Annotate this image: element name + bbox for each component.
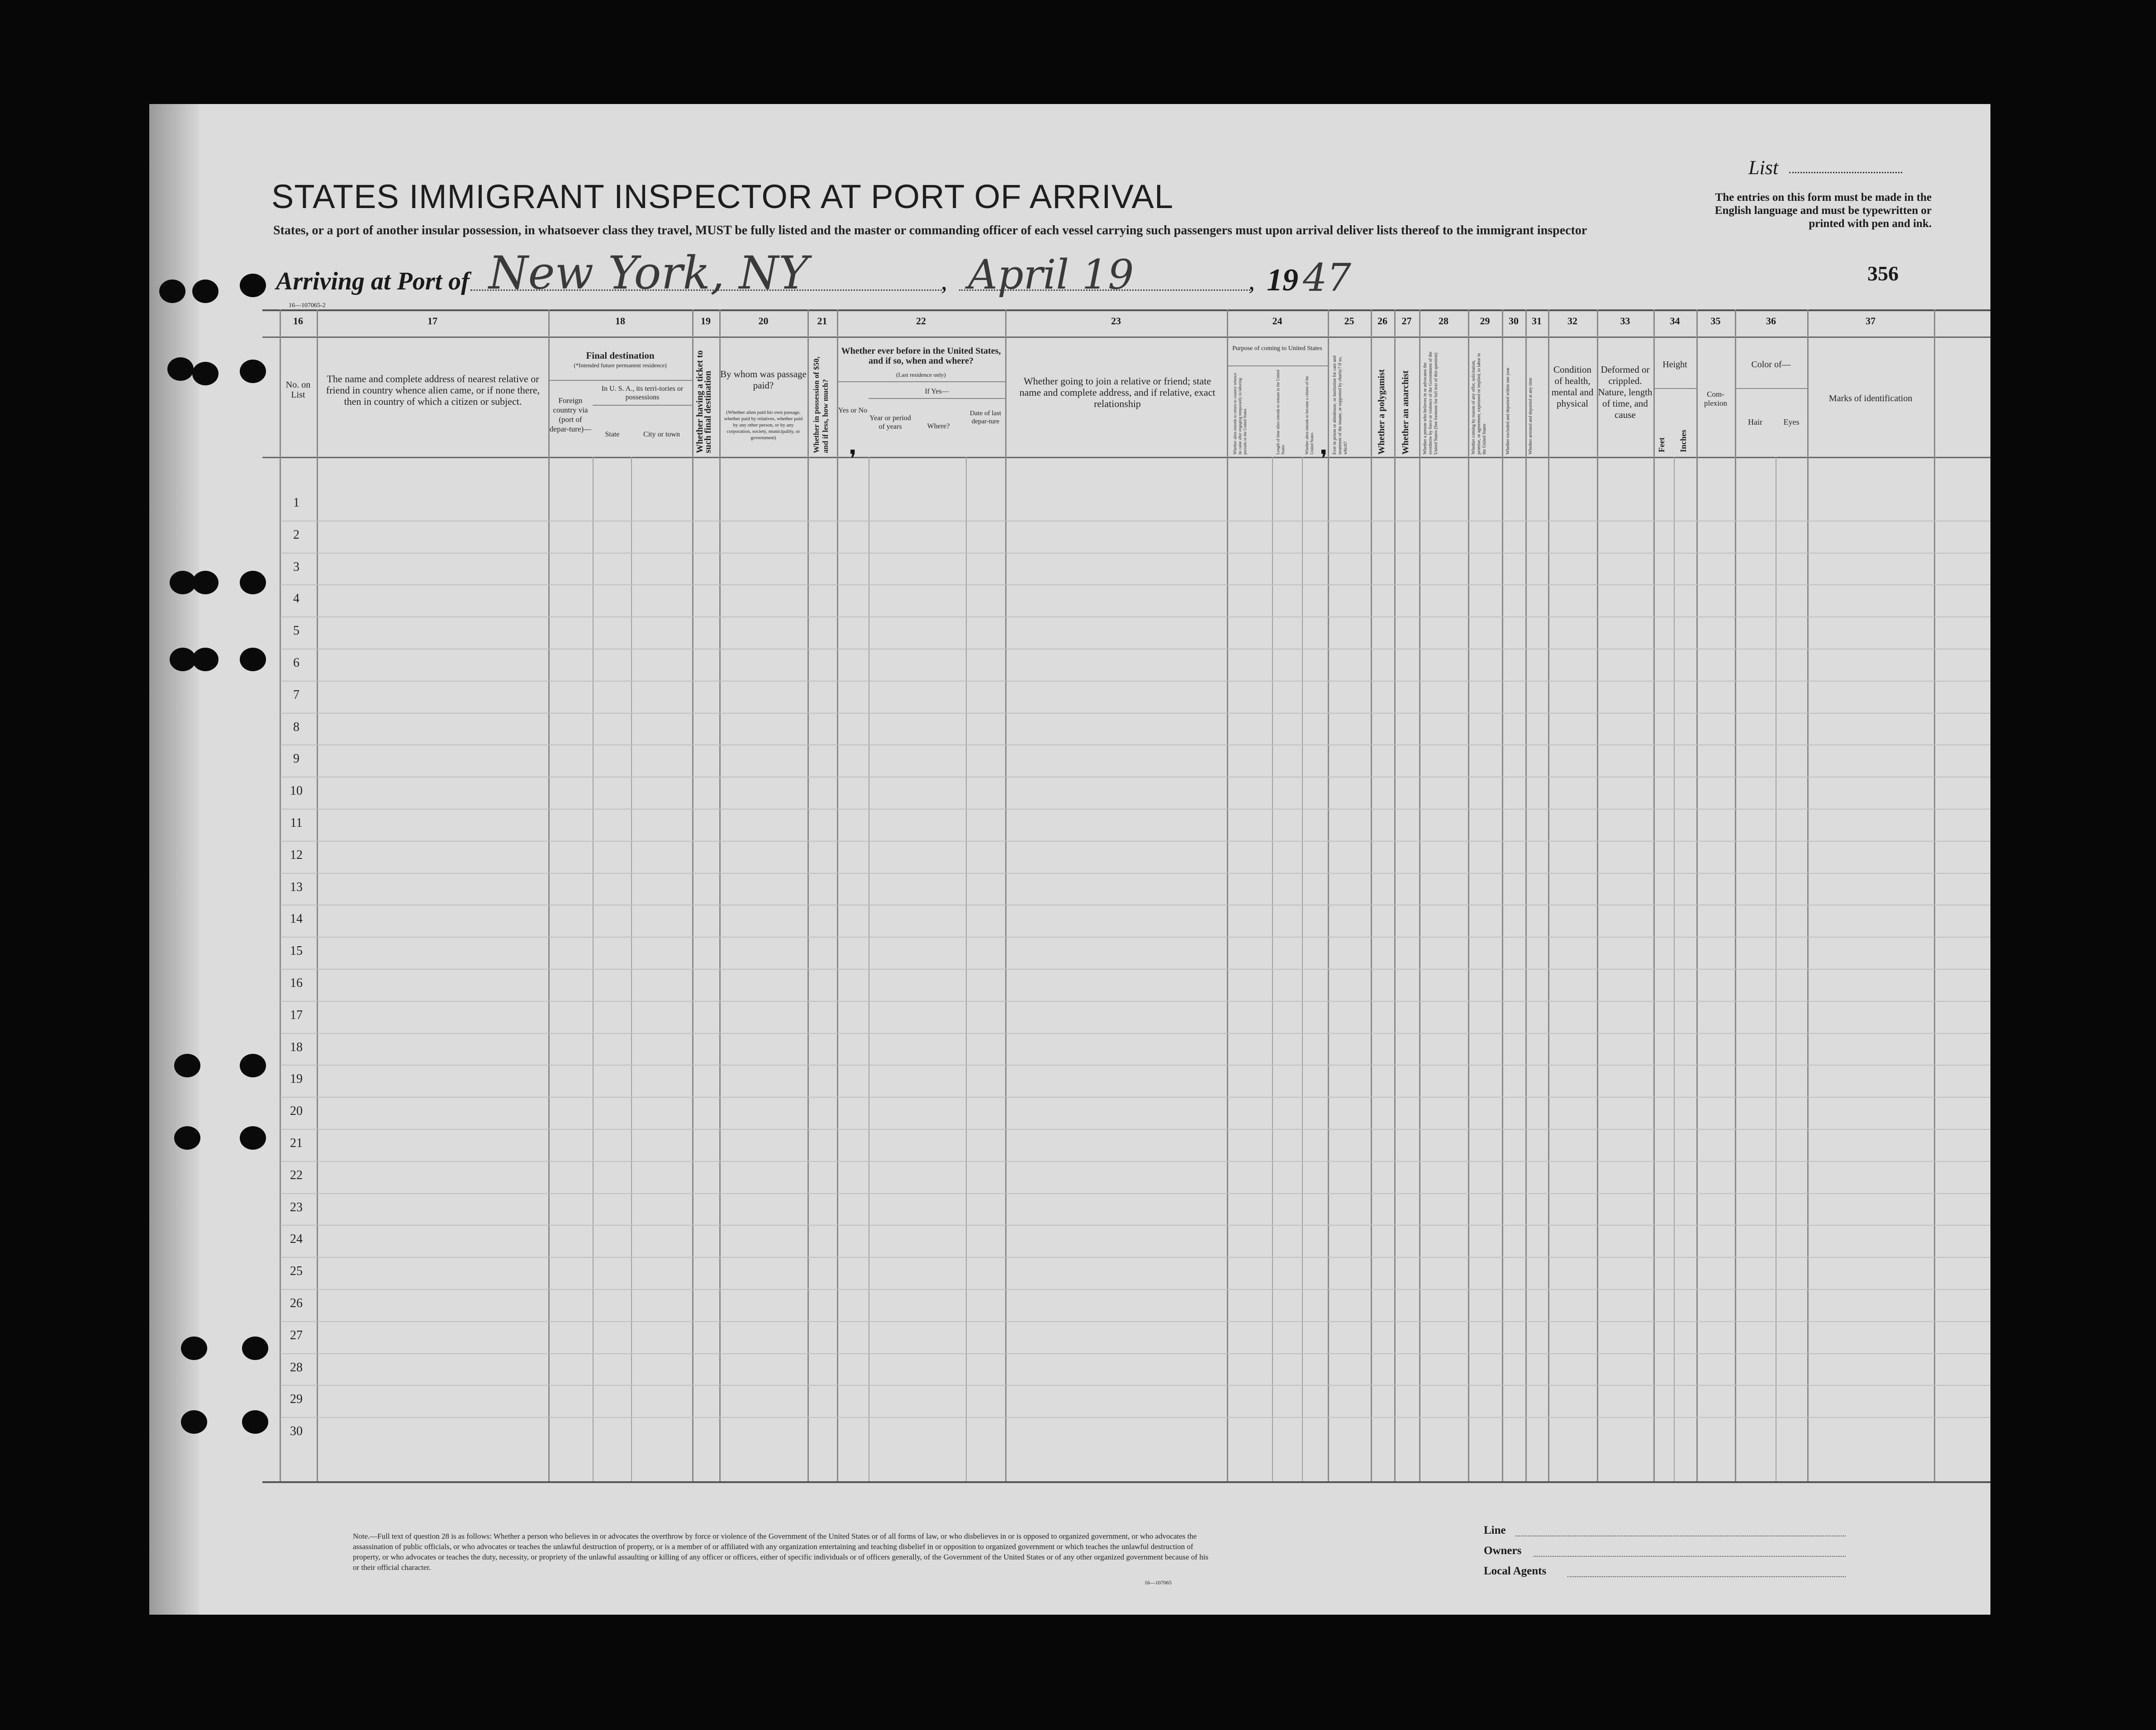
row-rule bbox=[280, 1289, 1990, 1290]
col-divider bbox=[1735, 309, 1736, 1481]
header-subrule bbox=[837, 381, 1005, 382]
row-rule bbox=[280, 937, 1990, 938]
binder-hole bbox=[240, 360, 266, 383]
row-number: 25 bbox=[290, 1264, 303, 1279]
row-rule bbox=[280, 1353, 1990, 1354]
binder-hole bbox=[240, 274, 266, 297]
header-state: State bbox=[605, 431, 620, 438]
header-purpose-c: Whether alien intends to become a citizen of the United States bbox=[1305, 376, 1314, 455]
header-color-of: Color of— bbox=[1751, 360, 1791, 370]
row-number: 16 bbox=[290, 976, 303, 990]
header-where: Where? bbox=[927, 422, 950, 430]
row-rule bbox=[280, 744, 1990, 745]
list-fill-line bbox=[1789, 172, 1902, 173]
row-number: 21 bbox=[290, 1136, 303, 1150]
header-bottom-rule bbox=[262, 457, 1990, 458]
entries-note: The entries on this form must be made in the English language and must be typewritten or printed with pen and ink. bbox=[1714, 191, 1932, 230]
binder-hole bbox=[242, 1337, 268, 1360]
row-rule bbox=[280, 584, 1990, 585]
row-number: 28 bbox=[290, 1360, 303, 1375]
row-number: 2 bbox=[293, 527, 299, 542]
column-number: 18 bbox=[615, 315, 625, 327]
ink-mark: ❜ bbox=[849, 446, 857, 472]
column-number-rule bbox=[262, 337, 1990, 338]
binder-hole bbox=[167, 357, 194, 381]
table-bottom-rule bbox=[262, 1481, 1990, 1483]
ink-mark: ❜ bbox=[1320, 446, 1328, 472]
header-ticket: Whether having a ticket to such final destination bbox=[695, 350, 713, 453]
binder-hole bbox=[192, 362, 218, 385]
col-divider bbox=[692, 309, 693, 1481]
col-divider bbox=[1419, 309, 1420, 1481]
row-number: 12 bbox=[290, 848, 303, 862]
header-relative-address: The name and complete address of nearest relative or friend in country whence alien came, or if none there, then in country of which a citizen or subject. bbox=[326, 373, 540, 407]
row-rule bbox=[280, 1193, 1990, 1194]
column-number: 21 bbox=[817, 315, 827, 327]
row-number: 29 bbox=[290, 1392, 303, 1407]
header-q30: Whether excluded and deported within one year bbox=[1505, 367, 1510, 455]
header-prison: Ever in prison or almshouse, or institution for care and treatment of the insane, or supported by charity? If so, which? bbox=[1332, 355, 1348, 455]
header-feet: Feet bbox=[1657, 437, 1666, 452]
row-rule bbox=[280, 1065, 1990, 1066]
page-title: STATES IMMIGRANT INSPECTOR AT PORT OF ARRIVAL bbox=[271, 178, 1174, 215]
arriving-label: Arriving at Port of bbox=[276, 267, 470, 295]
col-divider bbox=[1807, 309, 1809, 1481]
row-number: 3 bbox=[293, 559, 299, 574]
column-number: 29 bbox=[1480, 315, 1490, 327]
col-divider bbox=[1328, 309, 1329, 1481]
header-city: City or town bbox=[643, 431, 680, 438]
row-number: 19 bbox=[290, 1072, 303, 1086]
row-number: 27 bbox=[290, 1328, 303, 1342]
header-purpose-b: Length of time alien intends to remain in the United States bbox=[1276, 370, 1285, 455]
column-number: 16 bbox=[293, 315, 303, 327]
header-q28: Whether a person who believes in or advocates the overthrow by force or violence of the Government of the United States (See footnote for full text of this question) bbox=[1423, 351, 1439, 455]
form-number: 16—107065-2 bbox=[289, 302, 326, 309]
row-rule bbox=[280, 713, 1990, 714]
binder-hole bbox=[174, 1054, 200, 1077]
header-passage-paid-note: (Whether alien paid his own passage, whether paid by relatives, whether paid by any other person, or by any corporation, society, municipality, or government) bbox=[724, 410, 803, 441]
column-number: 26 bbox=[1377, 315, 1387, 327]
column-number: 35 bbox=[1710, 315, 1721, 327]
manifest-page bbox=[149, 104, 1990, 1615]
row-number: 11 bbox=[290, 816, 303, 830]
row-number: 23 bbox=[290, 1200, 303, 1214]
header-join-relative: Whether going to join a relative or friend; state name and complete address, and if relative, exact relationship bbox=[1019, 375, 1216, 409]
row-rule bbox=[280, 1097, 1990, 1098]
col-divider bbox=[1005, 309, 1007, 1481]
header-anarchist: Whether an anarchist bbox=[1401, 370, 1410, 455]
handwritten-date: April 19 bbox=[968, 251, 1134, 299]
column-number: 19 bbox=[701, 315, 711, 327]
row-number: 9 bbox=[293, 752, 299, 766]
row-number: 4 bbox=[293, 592, 299, 606]
row-rule bbox=[280, 1321, 1990, 1322]
column-number: 33 bbox=[1620, 315, 1630, 327]
binder-hole bbox=[240, 1126, 266, 1150]
binder-hole bbox=[192, 571, 218, 594]
header-yes-no: Yes or No bbox=[838, 407, 868, 414]
owners-label: Owners bbox=[1484, 1545, 1522, 1557]
header-final-destination-note: (*Intended future permanent residence) bbox=[574, 362, 667, 369]
row-number: 7 bbox=[293, 687, 299, 702]
page-number: 356 bbox=[1867, 262, 1899, 285]
header-subrule bbox=[869, 398, 1005, 399]
owners-fill bbox=[1534, 1556, 1846, 1557]
col-divider bbox=[280, 309, 281, 1481]
col-divider bbox=[807, 309, 809, 1481]
col-divider bbox=[1227, 309, 1228, 1481]
row-number: 26 bbox=[290, 1296, 303, 1310]
header-q29: Whether coming by reason of any offer, solicitation, promise, or agreement, expressed or implied, to labor in the United States bbox=[1471, 353, 1487, 455]
year-printed: 19 bbox=[1267, 263, 1298, 298]
row-number: 13 bbox=[290, 880, 303, 894]
row-number: 24 bbox=[290, 1232, 303, 1247]
column-number: 24 bbox=[1272, 315, 1282, 327]
row-number: 15 bbox=[290, 944, 303, 958]
col-divider bbox=[1696, 309, 1698, 1481]
binder-hole bbox=[181, 1337, 207, 1360]
column-number: 28 bbox=[1439, 315, 1448, 327]
header-subrule bbox=[593, 405, 692, 406]
row-number: 30 bbox=[290, 1424, 303, 1439]
header-last-residence: (Last residence only) bbox=[896, 371, 946, 378]
row-rule bbox=[280, 1417, 1990, 1418]
col-divider bbox=[1548, 309, 1549, 1481]
row-rule bbox=[280, 1129, 1990, 1130]
col-divider bbox=[1653, 309, 1655, 1481]
list-label: List bbox=[1748, 156, 1779, 179]
row-number: 18 bbox=[290, 1040, 303, 1054]
header-before-in-us: Whether ever before in the United States, and if so, when and where? bbox=[841, 346, 1001, 366]
row-number: 17 bbox=[290, 1008, 303, 1022]
header-subrule bbox=[1735, 388, 1807, 389]
col-divider bbox=[1934, 309, 1935, 1481]
col-divider bbox=[1525, 309, 1527, 1481]
header-purpose-a: Whether alien intends to return to country whence he came after engaging temporarily in laboring pursuits in the United States bbox=[1233, 373, 1247, 455]
header-height: Height bbox=[1662, 360, 1687, 370]
column-number: 17 bbox=[427, 315, 437, 327]
col-divider bbox=[1394, 309, 1396, 1481]
row-number: 5 bbox=[293, 624, 299, 638]
header-passage-paid: By whom was passage paid? bbox=[720, 369, 807, 391]
col-divider bbox=[1371, 309, 1372, 1481]
handwritten-year: 47 bbox=[1303, 256, 1351, 300]
column-number: 22 bbox=[916, 315, 926, 327]
handwritten-port: New York, NY bbox=[489, 246, 809, 299]
row-rule bbox=[280, 969, 1990, 970]
binder-hole bbox=[240, 1054, 266, 1077]
col-divider bbox=[837, 309, 838, 1481]
row-rule bbox=[280, 1225, 1990, 1226]
col-divider bbox=[1468, 309, 1469, 1481]
header-date-departure: Date of last depar-ture bbox=[969, 410, 1002, 425]
col-divider bbox=[1502, 309, 1503, 1481]
binder-hole bbox=[192, 280, 218, 303]
col-divider bbox=[1597, 309, 1598, 1481]
row-rule bbox=[280, 681, 1990, 682]
row-number: 10 bbox=[290, 784, 303, 798]
row-number: 22 bbox=[290, 1168, 303, 1182]
column-number: 23 bbox=[1111, 315, 1121, 327]
col-divider bbox=[548, 309, 550, 1481]
row-number: 20 bbox=[290, 1104, 303, 1119]
header-q31: Whether arrested and deported at any time bbox=[1528, 378, 1533, 455]
page-gutter-shadow bbox=[149, 104, 199, 1615]
table-top-rule bbox=[262, 309, 1990, 311]
header-marks: Marks of identification bbox=[1828, 393, 1913, 403]
header-hair: Hair bbox=[1748, 417, 1762, 427]
binder-hole bbox=[174, 1126, 200, 1150]
column-number: 25 bbox=[1344, 315, 1354, 327]
binder-hole bbox=[192, 648, 218, 671]
col-divider bbox=[719, 309, 721, 1481]
column-number: 37 bbox=[1866, 315, 1876, 327]
row-number: 1 bbox=[293, 496, 299, 510]
header-subrule bbox=[1653, 388, 1696, 389]
row-rule bbox=[280, 841, 1990, 842]
column-number: 27 bbox=[1401, 315, 1412, 327]
header-eyes: Eyes bbox=[1783, 417, 1800, 427]
column-number: 36 bbox=[1766, 315, 1776, 327]
header-in-usa: In U. S. A., its terri-tories or possessions bbox=[601, 385, 684, 401]
binder-hole bbox=[240, 571, 266, 594]
binder-hole bbox=[181, 1410, 207, 1434]
footnote-question-28: Note.—Full text of question 28 is as follows: Whether a person who believes in or advocates the overthrow by force or violence of the Government of the United States or of all forms of law, or who disbelieves in or is opposed to organized government, or who advocates the assassination of public officials, or who advocates or teaches the unlawful destruction of property, or is a member of or affiliated with any organization entertaining and teaching disbelief in or opposition to organized government or which teaches the unlawful destruction of property, or who advocates or teaches the duty, necessity, or propriety of the unlawful assaulting or killing of any officer or officers, either of specific individuals or of officers generally, of the Government of the United States or of any other organized government because of his or their official character. bbox=[353, 1532, 1209, 1572]
header-inches: Inches bbox=[1679, 429, 1688, 452]
row-number: 6 bbox=[293, 656, 299, 670]
row-rule bbox=[280, 553, 1990, 554]
header-no-on-list: No. on List bbox=[285, 380, 311, 400]
column-number: 20 bbox=[758, 315, 769, 327]
header-subrule bbox=[548, 380, 692, 381]
column-number: 30 bbox=[1509, 315, 1519, 327]
header-year-period: Year or period of years bbox=[869, 414, 911, 431]
line-label: Line bbox=[1484, 1524, 1506, 1536]
col-divider bbox=[317, 309, 318, 1481]
header-money: Whether in possession of $50, and if less, how much? bbox=[812, 356, 830, 453]
binder-hole bbox=[159, 280, 185, 303]
comma: , bbox=[1249, 267, 1255, 295]
column-number: 31 bbox=[1532, 315, 1542, 327]
page-subtitle: States, or a port of another insular possession, in whatsoever class they travel, MUST be fully listed and the master or commanding officer of each vessel carrying such passengers must upon arrival deliver lists thereof to the immigrant inspector bbox=[273, 223, 1587, 237]
binder-hole bbox=[240, 648, 266, 671]
header-final-destination: Final destination bbox=[586, 350, 655, 361]
header-if-yes: If Yes— bbox=[925, 388, 949, 395]
header-complexion: Com-plexion bbox=[1704, 390, 1727, 408]
row-rule bbox=[280, 1161, 1990, 1162]
row-rule bbox=[280, 1385, 1990, 1386]
header-deformed: Deformed or crippled. Nature, length of time, and cause bbox=[1598, 364, 1653, 420]
agents-fill bbox=[1567, 1576, 1846, 1577]
row-number: 8 bbox=[293, 720, 299, 734]
agents-label: Local Agents bbox=[1484, 1565, 1547, 1577]
comma: , bbox=[941, 267, 947, 295]
row-number: 14 bbox=[290, 912, 303, 926]
row-rule bbox=[280, 1001, 1990, 1002]
row-rule bbox=[280, 1257, 1990, 1258]
column-number: 34 bbox=[1670, 315, 1680, 327]
row-rule bbox=[280, 616, 1990, 617]
row-rule bbox=[280, 873, 1990, 874]
header-subrule bbox=[1227, 365, 1328, 366]
row-rule bbox=[280, 1033, 1990, 1034]
header-foreign-country: Foreign country via (port of depar-ture)— bbox=[549, 396, 592, 433]
row-rule bbox=[280, 809, 1990, 810]
binder-hole bbox=[242, 1410, 268, 1434]
column-number: 32 bbox=[1567, 315, 1577, 327]
footnote-code: 16—107065 bbox=[1144, 1579, 1172, 1586]
header-polygamist: Whether a polygamist bbox=[1377, 369, 1387, 455]
header-condition: Condition of health, mental and physical bbox=[1551, 364, 1594, 409]
header-purpose: Purpose of coming to United States bbox=[1232, 345, 1322, 352]
